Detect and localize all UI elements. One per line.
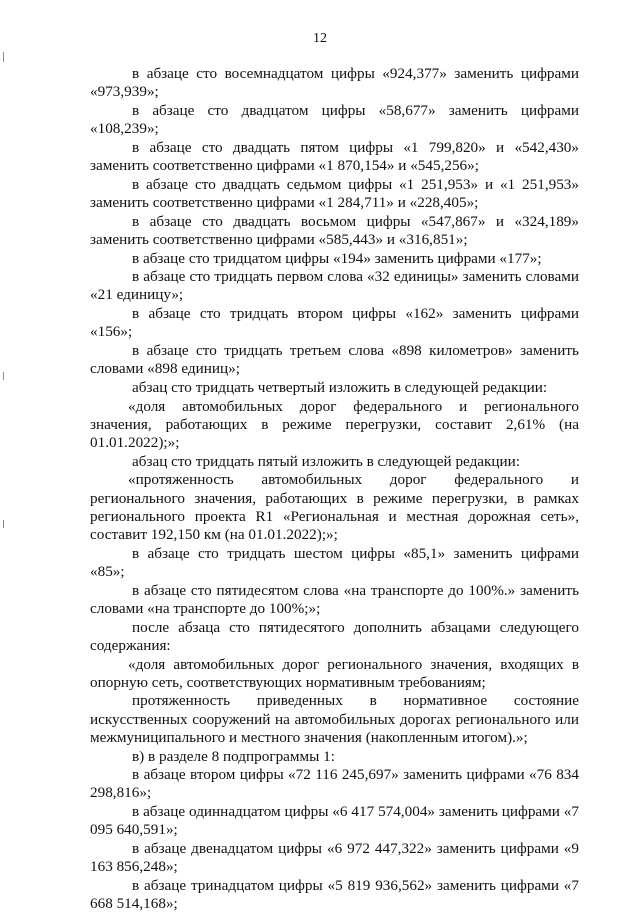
paragraph: абзац сто тридцать четвертый изложить в следующей редакции: [132, 378, 548, 396]
paragraph: в абзаце сто двадцатом цифры «58,677» заменить цифрами «108,239»; [90, 101, 579, 138]
document-body [90, 65, 579, 914]
paragraph: в абзаце сто тридцать первом слова «32 единицы» заменить словами «21 единицу»; [90, 268, 579, 304]
scan-edge-mark [3, 520, 4, 528]
page-number: 12 [313, 31, 327, 46]
paragraph: в абзаце сто двадцать восьмом цифры «547,867» и «324,189» заменить соответственно цифрами «585,443» и «316,851»; [90, 212, 579, 248]
quoted-paragraph: «протяженность автомобильных дорог федерального и регионального значения, работающих в режиме перегрузки, в рамках регионального проекта R1 «Региональная и местная дорожная сеть», составит 192,150 км (на 01.01.2022);»; [90, 471, 579, 544]
paragraph: в абзаце сто тридцать третьем слова «898 километров» заменить словами «898 единиц»; [90, 342, 579, 378]
paragraph: в абзаце сто тридцатом цифры «194» заменить цифрами «177»; [132, 249, 542, 267]
paragraph: в абзаце втором цифры «72 116 245,697» заменить цифрами «76 834 298,816»; [90, 766, 579, 802]
paragraph: в абзаце одиннадцатом цифры «6 417 574,004» заменить цифрами «7 095 640,591»; [90, 803, 579, 839]
paragraph: протяженность приведенных в нормативное состояние искусственных сооружений на автомобильных дорогах регионального или межмуниципального и местного значения (накопленным итогом).»; [90, 692, 579, 746]
scan-edge-mark [3, 372, 4, 380]
paragraph: после абзаца сто пятидесятого дополнить абзацами следующего содержания: [90, 618, 579, 654]
scan-edge-mark [3, 52, 4, 62]
paragraph: в абзаце сто тридцать втором цифры «162» заменить цифрами «156»; [90, 305, 579, 341]
quoted-paragraph: «доля автомобильных дорог регионального значения, входящих в опорную сеть, соответствующих нормативным требованиям; [90, 655, 579, 691]
paragraph: в абзаце тринадцатом цифры «5 819 936,562» заменить цифрами «7 668 514,168»; [90, 876, 579, 913]
paragraph: в абзаце двенадцатом цифры «6 972 447,322» заменить цифрами «9 163 856,248»; [90, 840, 579, 876]
paragraph: в абзаце сто пятидесятом слова «на транспорте до 100%.» заменить словами «на транспорте до 100%;»; [90, 581, 579, 617]
paragraph: абзац сто тридцать пятый изложить в следующей редакции: [132, 452, 521, 470]
paragraph: в абзаце сто восемнадцатом цифры «924,377» заменить цифрами «973,939»; [90, 65, 579, 101]
paragraph: в абзаце сто двадцать седьмом цифры «1 251,953» и «1 251,953» заменить соответственно цифрами «1 284,711» и «228,405»; [90, 175, 579, 211]
paragraph: в абзаце сто двадцать пятом цифры «1 799,820» и «542,430» заменить соответственно цифрами «1 870,154» и «545,256»; [90, 138, 579, 175]
paragraph: в абзаце сто тридцать шестом цифры «85,1» заменить цифрами «85»; [90, 544, 579, 580]
paragraph: в) в разделе 8 подпрограммы 1: [132, 747, 335, 765]
quoted-paragraph: «доля автомобильных дорог федерального и регионального значения, работающих в режиме перегрузки, составит 2,61% (на 01.01.2022);»; [90, 397, 579, 452]
